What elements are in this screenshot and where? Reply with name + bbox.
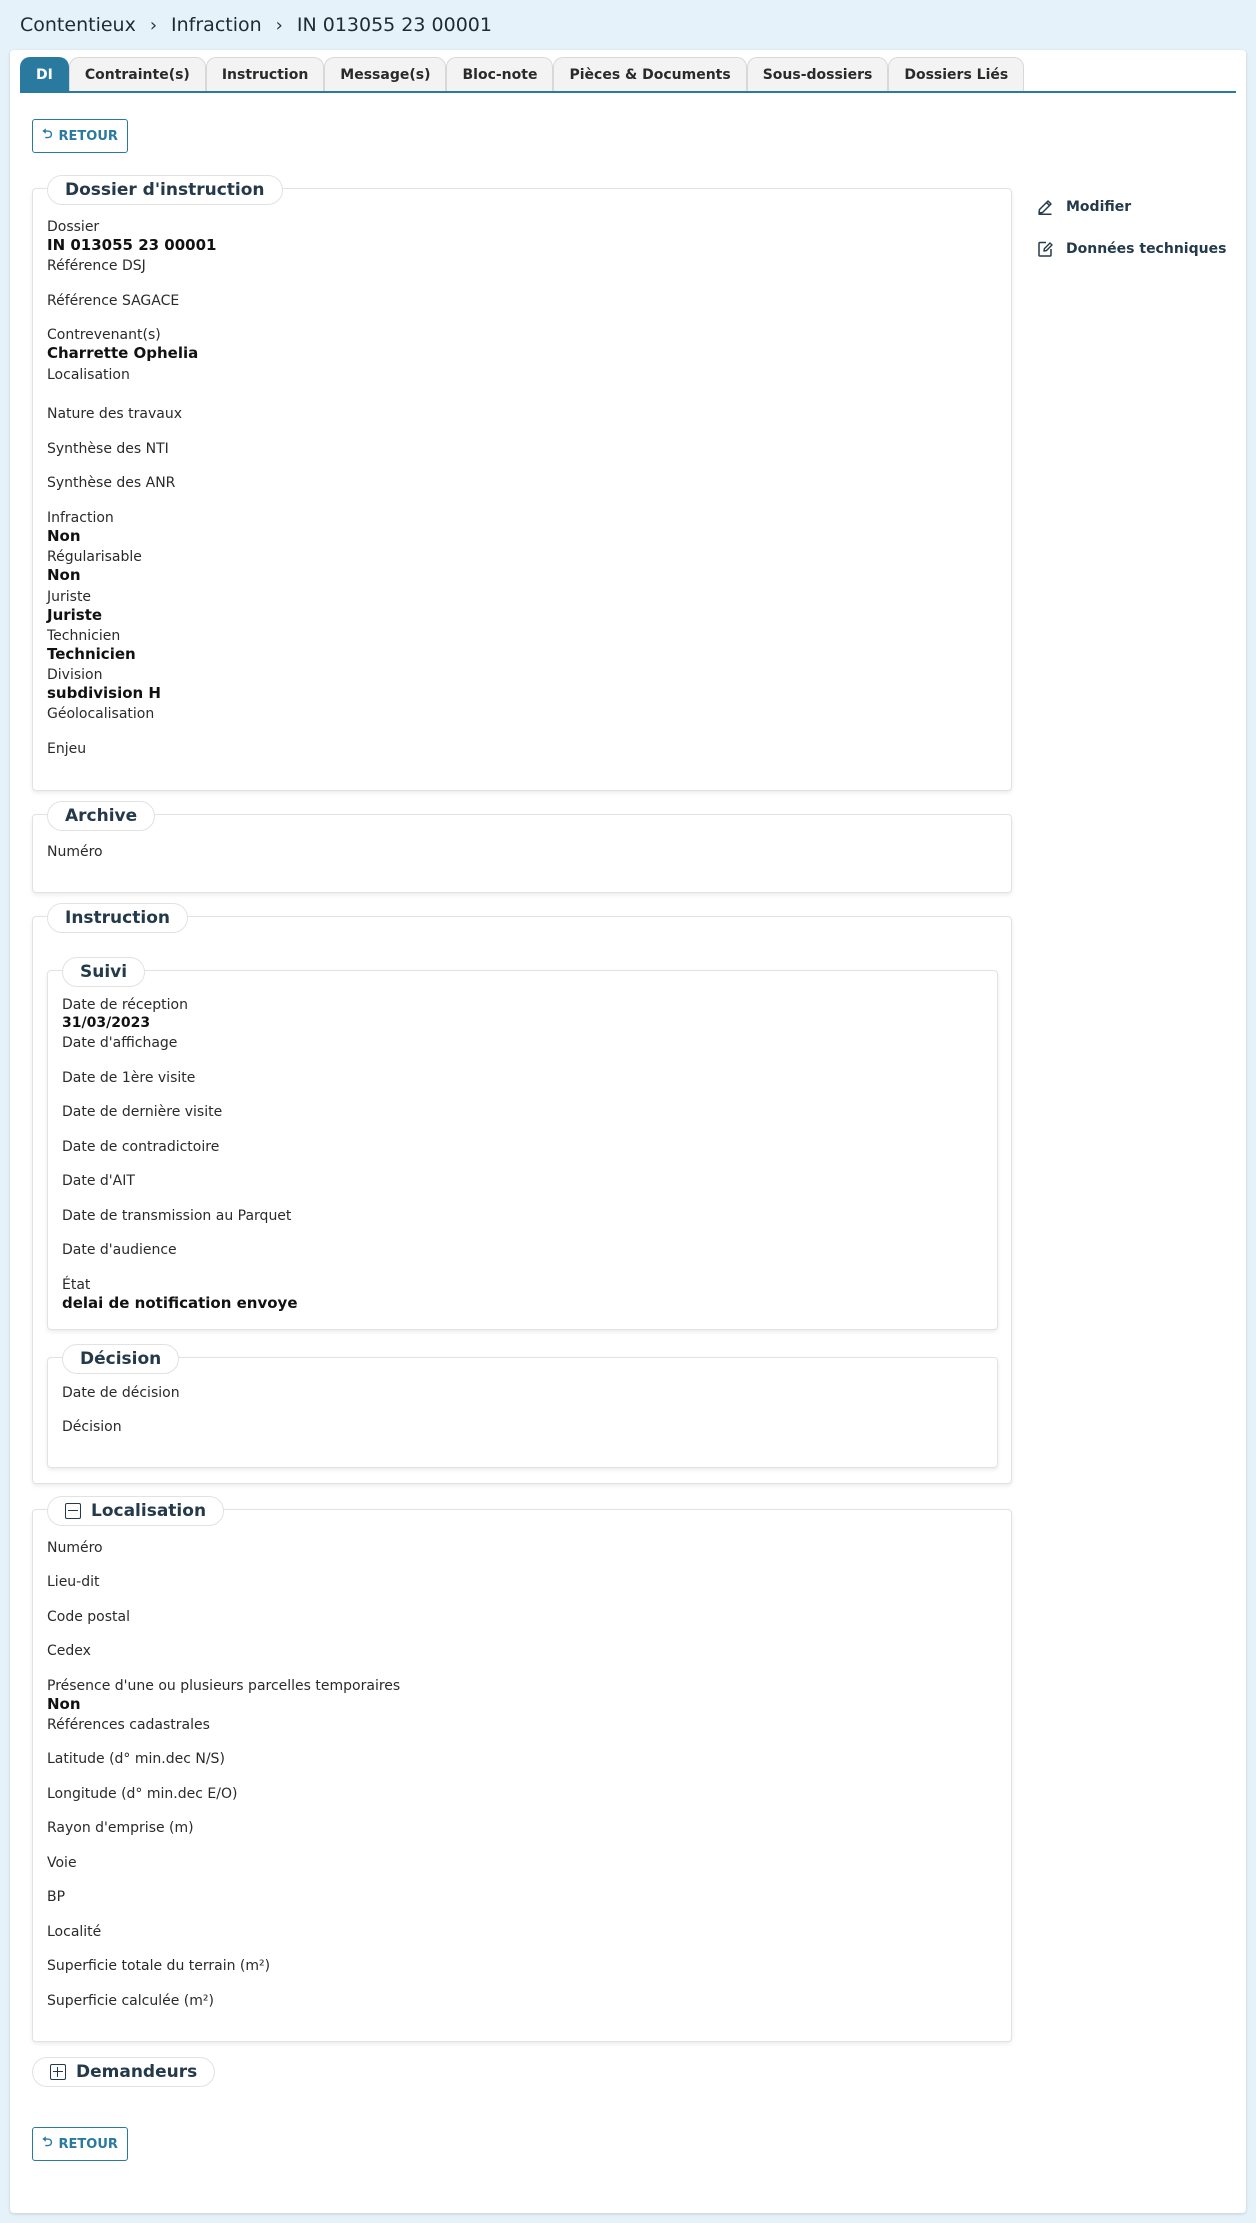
field-ref-sagace — [47, 293, 179, 310]
field-value: Technicien — [47, 645, 136, 663]
field-contrevenants — [47, 327, 198, 362]
tab-messages[interactable]: Message(s) — [324, 57, 446, 91]
field-decision — [62, 1419, 122, 1436]
field-label: Date d'affichage — [62, 1035, 178, 1051]
donnees-techniques-action[interactable] — [1036, 240, 1226, 258]
retour-button-top[interactable] — [32, 119, 128, 153]
retour-button-bottom[interactable] — [32, 2127, 128, 2161]
field-label: Superficie totale du terrain (m²) — [47, 1958, 271, 1974]
field-voie — [47, 1855, 77, 1872]
main-panel — [10, 50, 1246, 2213]
field-value: subdivision H — [47, 684, 161, 702]
breadcrumb-item-infraction[interactable]: Infraction — [171, 14, 262, 36]
tab-bar — [20, 56, 1236, 93]
chevron-right-icon: › — [275, 14, 283, 36]
field-lieu-dit — [47, 1574, 100, 1591]
field-enjeu — [47, 741, 86, 758]
tab-instruction[interactable]: Instruction — [206, 57, 324, 91]
field-date-audience — [62, 1242, 177, 1259]
field-label: Lieu-dit — [47, 1574, 100, 1590]
field-label: Références cadastrales — [47, 1717, 210, 1733]
field-date-contradictoire — [62, 1139, 219, 1156]
field-value: 31/03/2023 — [62, 1015, 151, 1031]
field-technicien — [47, 628, 136, 663]
field-label: Code postal — [47, 1609, 130, 1625]
field-value: delai de notification envoye — [62, 1294, 298, 1312]
field-label: Date de dernière visite — [62, 1104, 223, 1120]
field-date-1ere-visite — [62, 1070, 195, 1087]
field-synthese-anr — [47, 475, 175, 492]
collapse-minus-icon — [65, 1503, 81, 1519]
field-value: Charrette Ophelia — [47, 344, 199, 362]
field-label: Géolocalisation — [47, 706, 155, 722]
field-label: Division — [47, 667, 103, 683]
field-label: Date de 1ère visite — [62, 1070, 196, 1086]
field-date-derniere-visite — [62, 1104, 222, 1121]
field-label: Référence DSJ — [47, 258, 146, 274]
tab-dossiers-lies[interactable]: Dossiers Liés — [888, 57, 1024, 91]
tab-contraintes[interactable]: Contrainte(s) — [69, 57, 206, 91]
field-date-affichage — [62, 1035, 177, 1052]
field-value: Non — [47, 1695, 81, 1713]
field-synthese-nti — [47, 441, 169, 458]
field-value: IN 013055 23 00001 — [47, 236, 217, 254]
field-references-cadastrales — [47, 1717, 210, 1734]
breadcrumb — [0, 0, 1256, 50]
field-ref-dsj — [47, 258, 146, 275]
undo-icon: ⮌ — [42, 127, 53, 142]
field-dossier — [47, 219, 216, 254]
field-label: Date d'audience — [62, 1242, 177, 1258]
field-localisation — [47, 367, 130, 384]
field-code-postal — [47, 1609, 130, 1626]
instruction-section — [32, 908, 1012, 1484]
field-localite — [47, 1924, 101, 1941]
field-label: Date de décision — [62, 1385, 180, 1401]
breadcrumb-item-current: IN 013055 23 00001 — [296, 14, 492, 36]
field-date-reception — [62, 997, 188, 1032]
field-geolocalisation — [47, 706, 154, 723]
field-label: Cedex — [47, 1643, 91, 1659]
chevron-right-icon: › — [149, 14, 158, 36]
field-label: Infraction — [47, 510, 114, 526]
field-division — [47, 667, 161, 702]
field-label: État — [62, 1277, 91, 1293]
section-title: Archive — [47, 801, 155, 831]
field-nature-travaux — [47, 406, 182, 423]
field-label: Nature des travaux — [47, 406, 183, 422]
dossier-instruction-section — [32, 180, 1012, 791]
section-title: Demandeurs — [76, 2062, 198, 2082]
field-regularisable — [47, 549, 142, 584]
field-bp — [47, 1889, 65, 1906]
field-label: Enjeu — [47, 741, 87, 757]
field-superficie-calculee — [47, 1993, 214, 2010]
field-latitude — [47, 1751, 225, 1768]
retour-label: RETOUR — [58, 2136, 118, 2152]
pencil-icon — [1036, 198, 1054, 216]
field-label: Date de réception — [62, 997, 188, 1013]
field-label: Numéro — [47, 1540, 103, 1556]
field-loc-numero — [47, 1540, 103, 1557]
decision-section — [47, 1349, 998, 1468]
field-label: Synthèse des NTI — [47, 441, 169, 457]
field-archive-numero — [47, 844, 103, 861]
retour-label: RETOUR — [58, 128, 118, 144]
field-cedex — [47, 1643, 91, 1660]
modifier-action[interactable] — [1036, 198, 1131, 216]
undo-icon: ⮌ — [42, 2135, 53, 2150]
localisation-toggle[interactable] — [47, 1496, 224, 1526]
field-label: Voie — [47, 1855, 77, 1871]
section-title: Instruction — [47, 903, 188, 933]
modifier-label: Modifier — [1066, 199, 1132, 215]
field-date-ait — [62, 1173, 135, 1190]
field-label: Superficie calculée (m²) — [47, 1993, 214, 2009]
tab-bloc-note[interactable]: Bloc-note — [446, 57, 553, 91]
field-label: Date de contradictoire — [62, 1139, 220, 1155]
field-label: Latitude (d° min.dec N/S) — [47, 1751, 225, 1767]
field-etat — [62, 1277, 298, 1312]
field-label: Régularisable — [47, 549, 142, 565]
field-label: BP — [47, 1889, 66, 1905]
field-label: Longitude (d° min.dec E/O) — [47, 1786, 238, 1802]
section-title: Décision — [62, 1344, 179, 1374]
suivi-section — [47, 962, 998, 1330]
field-value: Non — [47, 566, 81, 584]
field-label: Présence d'une ou plusieurs parcelles temporaires — [47, 1678, 401, 1694]
field-longitude — [47, 1786, 237, 1803]
field-label: Dossier — [47, 219, 100, 235]
field-label: Date d'AIT — [62, 1173, 135, 1189]
section-title: Suivi — [62, 957, 145, 987]
breadcrumb-item-contentieux[interactable]: Contentieux — [20, 14, 136, 36]
field-label: Localisation — [47, 367, 130, 383]
field-infraction — [47, 510, 114, 545]
tab-di[interactable]: DI — [20, 57, 69, 91]
archive-section — [32, 806, 1012, 893]
field-label: Technicien — [47, 628, 121, 644]
field-label: Synthèse des ANR — [47, 475, 176, 491]
demandeurs-toggle[interactable] — [32, 2057, 215, 2087]
expand-plus-icon — [50, 2064, 66, 2080]
field-label: Contrevenant(s) — [47, 327, 161, 343]
tab-sous-dossiers[interactable]: Sous-dossiers — [747, 57, 889, 91]
section-title: Localisation — [91, 1501, 207, 1521]
tab-pieces-documents[interactable]: Pièces & Documents — [553, 57, 746, 91]
field-superficie-totale — [47, 1958, 270, 1975]
field-date-decision — [62, 1385, 180, 1402]
field-label: Numéro — [47, 844, 103, 860]
edit-document-icon — [1036, 240, 1054, 258]
donnees-techniques-label: Données techniques — [1066, 241, 1227, 257]
field-label: Localité — [47, 1924, 102, 1940]
field-label: Rayon d'emprise (m) — [47, 1820, 194, 1836]
field-label: Décision — [62, 1419, 122, 1435]
field-label: Juriste — [47, 589, 92, 605]
field-juriste — [47, 589, 102, 624]
field-rayon — [47, 1820, 194, 1837]
field-value: Juriste — [47, 606, 103, 624]
field-label: Référence SAGACE — [47, 293, 180, 309]
field-parcelles — [47, 1678, 400, 1713]
field-date-transmission — [62, 1208, 291, 1225]
field-value: Non — [47, 527, 81, 545]
field-label: Date de transmission au Parquet — [62, 1208, 292, 1224]
section-title: Dossier d'instruction — [47, 175, 283, 205]
localisation-section — [32, 1501, 1012, 2042]
